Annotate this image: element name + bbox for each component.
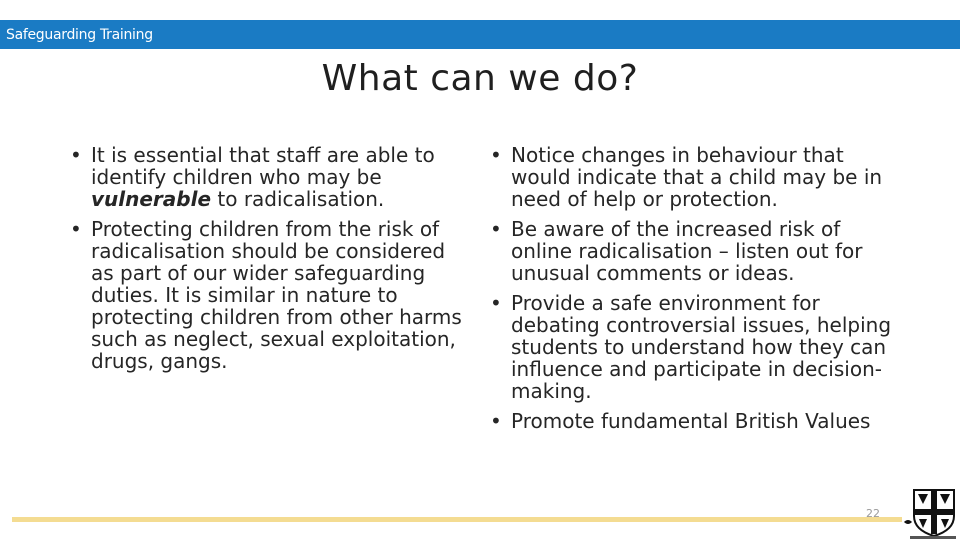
header-label: Safeguarding Training bbox=[6, 27, 153, 43]
bullet-text: Promote fundamental British Values bbox=[511, 409, 871, 433]
list-item bbox=[70, 144, 470, 210]
bullet-text: Protecting children from the risk of radicalisation should be considered as part of our wider safeguarding duties. It is similar in nature to protecting children from other harms such as neglect, sexual exploitation, drugs, gangs. bbox=[91, 217, 462, 373]
left-column bbox=[70, 144, 470, 380]
bullet-icon: • bbox=[70, 217, 82, 241]
bullet-text: It is essential that staff are able to identify children who may be bbox=[91, 143, 435, 189]
bullet-text: Provide a safe environment for debating controversial issues, helping students to understand how they can influence and participate in decision-making. bbox=[511, 291, 892, 403]
bullet-icon: • bbox=[490, 217, 502, 241]
bullet-icon: • bbox=[490, 291, 502, 315]
slide-title: What can we do? bbox=[321, 58, 639, 99]
bullet-text: Notice changes in behaviour that would indicate that a child may be in need of help or protection. bbox=[511, 143, 883, 211]
bullet-text: to radicalisation. bbox=[211, 187, 385, 211]
school-crest-icon bbox=[902, 488, 960, 540]
list-item bbox=[70, 218, 470, 372]
page-number: 22 bbox=[866, 507, 880, 520]
bullet-icon: • bbox=[70, 143, 82, 167]
header-bar bbox=[0, 20, 960, 49]
list-item bbox=[490, 144, 895, 210]
bullet-icon: • bbox=[490, 143, 502, 167]
footer-divider bbox=[12, 517, 902, 522]
right-column bbox=[490, 144, 895, 440]
bullet-emphasis: vulnerable bbox=[91, 187, 212, 211]
bullet-icon: • bbox=[490, 409, 502, 433]
list-item bbox=[490, 292, 895, 402]
bullet-text: Be aware of the increased risk of online radicalisation – listen out for unusual comments or ideas. bbox=[511, 217, 863, 285]
right-bullet-list bbox=[490, 144, 895, 432]
list-item bbox=[490, 410, 895, 432]
left-bullet-list bbox=[70, 144, 470, 372]
list-item bbox=[490, 218, 895, 284]
